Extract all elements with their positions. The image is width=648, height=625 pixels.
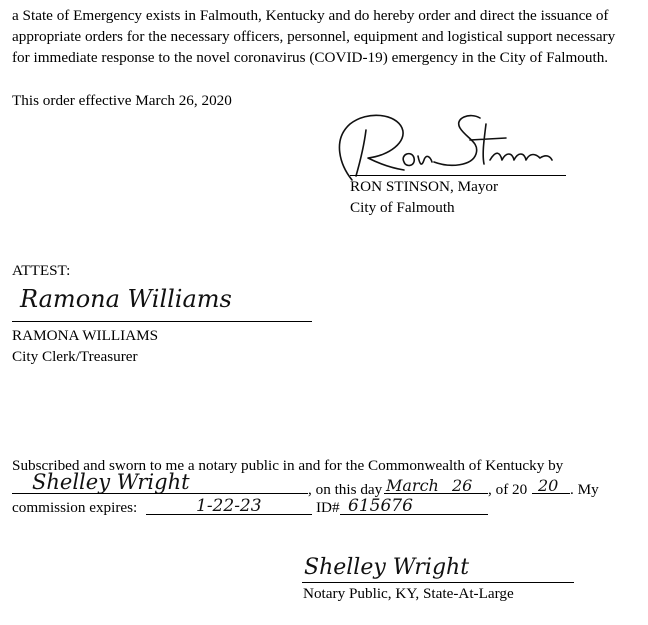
attest-label: ATTEST: [12,262,71,279]
notary-name-line [12,493,308,494]
notary-month-handwritten: March [386,476,439,495]
notary-year-handwritten: 20 [538,476,559,495]
notary-title: Notary Public, KY, State-At-Large [303,585,514,602]
notary-signature: Shelley Wright [304,555,470,580]
order-paragraph [12,5,642,68]
mayor-title: City of Falmouth [350,199,455,216]
commission-expires-handwritten: 1-22-23 [196,496,262,516]
mayor-signature [330,110,570,185]
notary-intro: Subscribed and sworn to me a notary public in and for the Commonwealth of Kentucky by [12,457,564,474]
of-year-label: , of 20 [488,481,528,498]
id-handwritten: 615676 [348,496,413,516]
my-label: . My [570,481,599,498]
effective-date: This order effective March 26, 2020 [12,92,232,109]
notary-signature-line [302,582,574,583]
notary-name-handwritten: Shelley Wright [32,470,190,494]
clerk-signature: Ramona Williams [20,285,232,313]
notary-date-line [384,493,488,494]
order-line-3: for immediate response to the novel coronavirus (COVID-19) emergency in the City of Falmouth. [12,49,609,66]
notary-day-handwritten: 26 [452,476,473,495]
on-this-day-label: , on this day [308,481,383,498]
order-line-2: appropriate orders for the necessary officers, personnel, equipment and logistical support necessary [12,28,616,45]
clerk-title: City Clerk/Treasurer [12,348,138,365]
clerk-signature-line [12,321,312,322]
order-line-1: a State of Emergency exists in Falmouth, Kentucky and do hereby order and direct the issuance of [12,7,609,24]
id-label: ID# [316,499,340,516]
mayor-signature-line [350,175,566,176]
mayor-name: RON STINSON, Mayor [350,178,499,195]
commission-expires-label: commission expires: [12,499,138,516]
notary-year-line [532,493,570,494]
clerk-name: RAMONA WILLIAMS [12,327,159,344]
